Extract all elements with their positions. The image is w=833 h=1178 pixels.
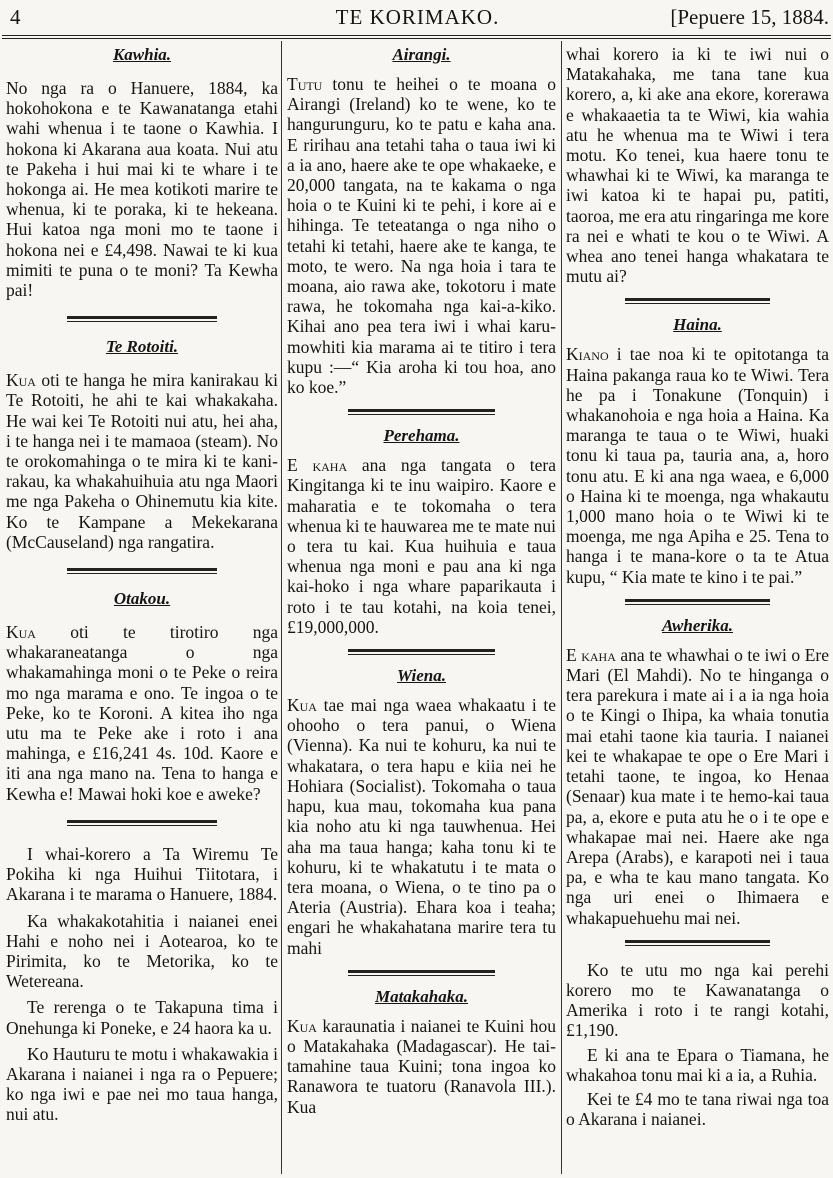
article-heading: Awherika. — [661, 615, 733, 635]
section-rule — [625, 940, 770, 946]
section-rule — [348, 970, 496, 976]
news-item: Ko Hauturu te motu i whakawakia i Akarana i naianei i nga ra o Pepuere; ko nga iwi e pae nei mo taua hanga, nui atu. — [6, 1043, 278, 1125]
lead-word: Kua — [6, 370, 36, 391]
section-rule — [625, 599, 770, 605]
news-item: Kei te £4 mo te tana riwai nga toa o Akarana i naianei. — [566, 1088, 829, 1130]
article-heading: Otakou. — [113, 589, 171, 609]
article-body: Kua karaunatia i naianei te Kuini hou o Matakahaka (Madagascar). He tai-tamahine taua Kuini; tona ingoa ko Ranawora te tuatoru (Ranavola III.). Kua — [287, 1015, 556, 1117]
section-rule — [625, 298, 770, 304]
section-rule — [67, 568, 217, 574]
article-body: Kiano i tae noa ki te opitotanga ta Haina pakanga raua ko te Wiwi. Tera he pa i Tonakune (Tonquin) i whakanohoia e nga hoia a Haina. Ka maranga te taua o te Wiwi, huaki tonu ki taua pa, tauria ana, a, horo tonu atu. E ki ana nga waea, e 6,000 o Haina ki te moenga, nga whakautu 1,000 mano hoia o te Wiwi ki te moenga, me nga Apiha e 25. Tena to hanga i te mana-kore o ta te Atua kupu, “ Kia mate te kino i te pai.” — [566, 344, 829, 587]
article-continuation: whai korero ia ki te iwi nui o Matakahaka, me tana tane kua korero, a, ki ake ana ekore, korerawa e whakaaetia ta te Wiwi, kia wahia atu he whenua ma te Wiwi i tera motu. Ko tenei, kua haere tonu te whawhai ki te Wiwi, ka maranga te iwi katoa ki te hapai pu, patiti, taoroa, me era atu ringaringa me kore ra nei e whati te kou o te Wiwi. A whea ano tenei hanga whakatara te mutu ai? — [566, 44, 829, 287]
column-1 — [6, 44, 278, 1125]
article-body: No nga ra o Hanuere, 1884, ka hokohokona e te Kawanatanga etahi wahi whenua i te taone o Kawhia. I hokona ki Akarana aua koata. Nui atu te Pakeha i hui mai ki te whare i te hokonga ai. He mea kotikoti marire te whenua, ki te poraka, ki te hekeana. Hui katoa nga moni mo te taone i hokona nei e £4,498. Nawai te ki kua mimiti te puna o te moni? Ta Kewha pai! — [6, 78, 278, 301]
article-body: Kua oti te tirotiro nga whakaraneatanga o nga whakamahinga moni o te Peke o reira mo nga marama e ono. Te ingoa o te Peke, ko te Koroni. A kitea iho nga utu ma te Peke ake i roto i ana mahinga, e £16,241 4s. 10d. Kaore e iti ana nga mano na. Tena to hanga e Kewha e! Mawai hoki koe e aweke? — [6, 622, 278, 804]
column-divider — [281, 41, 282, 1174]
lead-word: E kaha — [287, 455, 348, 476]
header-rule-thin — [2, 38, 831, 39]
article-heading: Matakahaka. — [374, 986, 469, 1006]
section-rule — [67, 820, 217, 826]
news-item: Ko te utu mo nga kai perehi korero mo te Kawanatanga o Amerika i roto i te rangi kotahi, £1,190. — [566, 959, 829, 1041]
section-rule — [348, 649, 496, 655]
news-item: Ka whakakotahitia i naianei enei Hahi e noho nei i Aotearoa, ko te Pirimita, ko te Metorika, ko te Wetereana. — [6, 910, 278, 992]
page-header — [6, 0, 829, 34]
section-rule — [348, 409, 496, 415]
lead-word: Kua — [6, 622, 36, 643]
article-body: E kaha ana nga tangata o tera Kingitanga ki te inu waipiro. Kaore e maharatia e te tokomaha o tera whenua ki te hauwarea me te mate nui o tera tu kai. Kua huihuia e taua whenua nga moni e pau ana ki nga kai-hoko i nga whare paparikauta i roto i te tau kotahi, na koia tenei, £19,000,000. — [287, 455, 556, 637]
lead-word: Kiano — [566, 344, 609, 365]
lead-word: Tutu — [287, 74, 323, 94]
lead-word: Kua — [287, 1015, 317, 1036]
column-3 — [566, 44, 829, 1129]
column-divider — [561, 41, 562, 1174]
lead-word: E kaha — [566, 644, 616, 665]
article-body: E kaha ana te whawhai o te iwi o Ere Mari (El Mahdi). No te hinganga o tera parekura i mate ai i a ia nga hoia o te Kingi o Ihipa, ka whaia tonutia mai etahi taone kia tauria. I naianei kei te whakapae te ope o Ere Mari i tetahi taone, te ingoa, ko Henaa (Senaar) kua mate i te hemo-kai taua pa, a, ekore e puta atu he o i te ope e whakapae mai nei. Haere ake nga Arepa (Arabs), e karapoti nei i taua pa, e wha te kau mano tangata. Ko nga uri enei o Ihimaera e whakapuehuehu mai nei. — [566, 644, 829, 928]
news-item: E ki ana te Epara o Tiamana, he whakahoa tonu mai ki a ia, a Ruhia. — [566, 1044, 829, 1085]
article-heading: Te Rotoiti. — [105, 337, 179, 357]
section-rule — [67, 316, 217, 322]
article-heading: Perehama. — [383, 426, 460, 446]
article-body: Tutu tonu te heihei o te moana o Airangi (Ireland) ko te wene, ko te hangurunguru, ko te patu e kaha ana. E ririhau ana tetahi taha o taua iwi ki a ia ano, haere ake te ope whakaeke, e 20,000 tangata, na te kakama o nga hoia o te Kuini ki te pehi, i kore ai e hihinga. Te teteatanga o nga niho o tetahi ki tetahi, haere ake te kanga, te moto, te wero. Na nga hoia i tara te moana, aio rawa ake, tokotoru i mate rawa, he tokomaha nga kai-a-kiko. Kihai ano pea tera iwi i whai karu-mowhiti kia marama ai te titiro i tera kupu :—“ Kia aroha ki tou hoa, ano ko koe.” — [287, 74, 556, 398]
article-body: Kua oti te hanga he mira kanirakau ki Te Rotoiti, he ahi te kai whakakaha. He wai kei Te Rotoiti nui atu, hei aha, i te hanga nei i te mamaoa (steam). No te orokomahinga o te mira ki te kani-rakau, ka whakahuihuia atu nga Maori me nga Pakeha o Ohinemutu kia kite. Ko te Kampane a Mekekarana (McCauseland) nga rangatira. — [6, 370, 278, 552]
article-heading: Airangi. — [392, 45, 451, 64]
news-item: I whai-korero a Ta Wiremu Te Pokiha ki nga Huihui Tiitotara, i Akarana i te marama o Hanuere, 1884. — [6, 843, 278, 905]
article-body: Kua tae mai nga waea whakaatu i te ohooho o tera panui, o Wiena (Vienna). Ka nui te kohuru, ka nui te whakatara, o tera hapu e kiia nei he Hohiara (Socialist). Tokomaha o taua hapu, kua mau, tokomaha kua pana kia noho atu ki nga tauwhenua. Hei aha ma taua hanga; kaha tonu ki te kohuru, ki te whakatutu i te mata o tera moana, o Wiena, o te tino pa o Ateria (Austria). Ehara koa i teaha; engari he whakahatana marire tera tu mahi — [287, 695, 556, 958]
issue-date: [Pepuere 15, 1884. — [670, 5, 829, 29]
news-item: Te rerenga o te Takapuna tima i Onehunga ki Poneke, e 24 haora ka u. — [6, 997, 278, 1038]
newspaper-title: TE KORIMAKO. — [335, 5, 500, 29]
article-heading: Wiena. — [397, 666, 446, 686]
lead-word: Kua — [287, 695, 317, 716]
page-number: 4 — [10, 5, 21, 29]
header-rule — [2, 35, 831, 36]
column-2 — [287, 44, 556, 1117]
article-heading: Haina. — [673, 315, 722, 335]
article-heading: Kawhia. — [112, 45, 172, 64]
